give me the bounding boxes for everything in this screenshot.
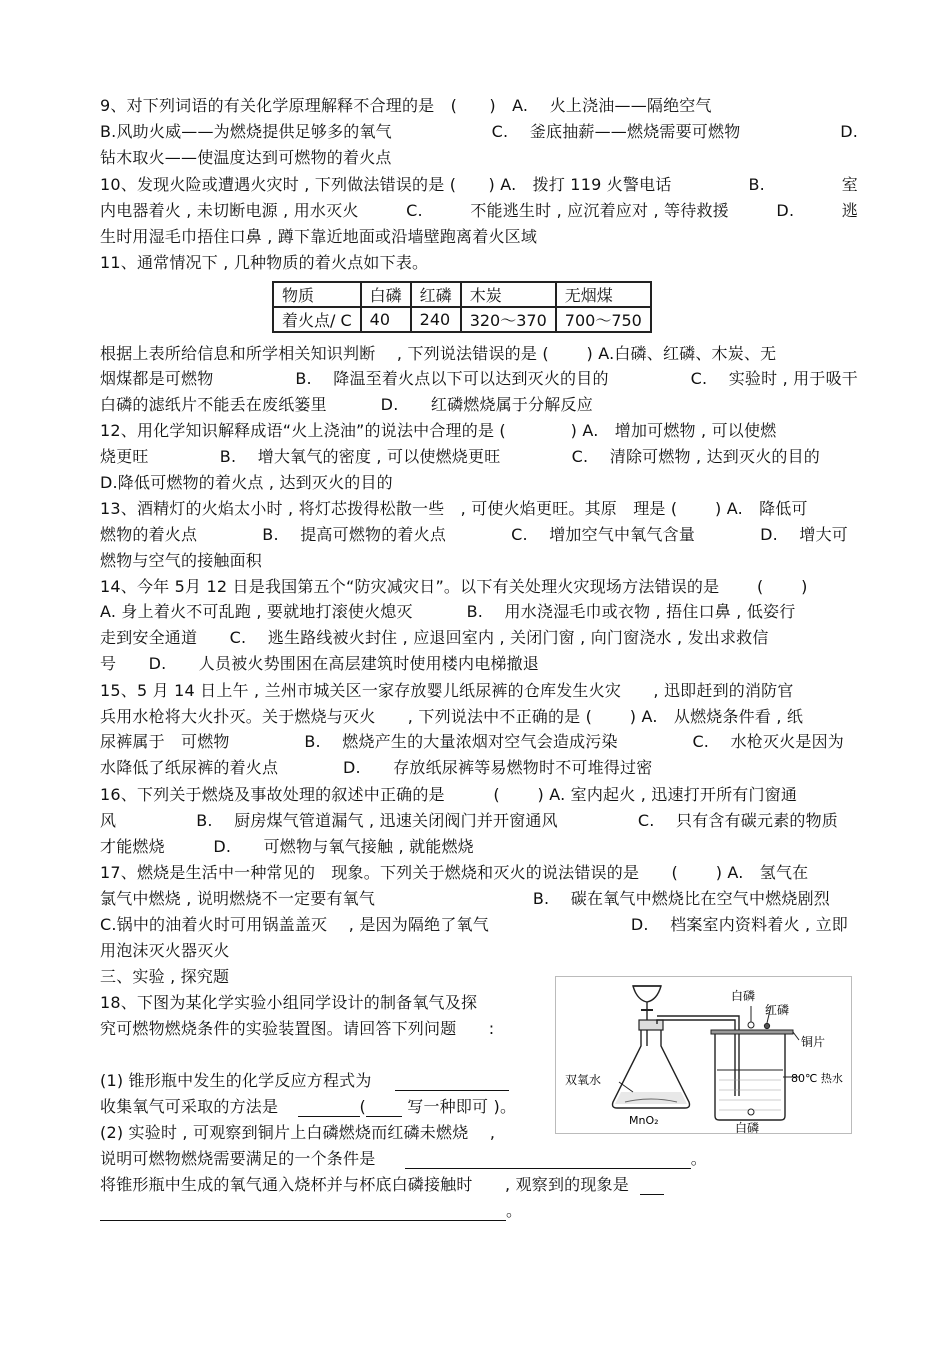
q14-line1: 14、今年 5月 12 日是我国第五个“防灾减灾日”。以下有关处理火灾现场方法错误的是 ( ) xyxy=(100,577,808,596)
table-cell: 红磷 xyxy=(411,282,461,307)
q15-option-b: B. 燃烧产生的大量浓烟对空气会造成污染 xyxy=(304,732,618,751)
q18-part2-line1: (2) 实验时 , 可观察到铜片上白磷燃烧而红磷未燃烧 , xyxy=(100,1123,496,1142)
q12-line3: D.降低可燃物的着火点 , 达到灭火的目的 xyxy=(100,473,393,492)
q9-option-d-label: D. xyxy=(840,122,858,141)
q18-period: 。 xyxy=(506,1201,523,1220)
table-cell: 240 xyxy=(411,307,461,332)
q16-text: 风 xyxy=(100,811,117,830)
q9-line1: 9、对下列词语的有关化学原理解释不合理的是 ( ) A. 火上浇油——隔绝空气 xyxy=(100,96,712,115)
q18-condition-prompt: 说明可燃物燃烧需要满足的一个条件是 xyxy=(100,1149,376,1168)
white-phosphorus-top-icon xyxy=(748,1022,754,1028)
q10-stem: 10、发现火险或遭遇火灾时 , 下列做法错误的是 ( ) A. 拨打 119 火警电话 xyxy=(100,175,672,194)
label-white-phosphorus-bottom: 白磷 xyxy=(735,1121,760,1134)
q10-option-b-label: B. xyxy=(748,175,765,194)
answer-blank-equation[interactable] xyxy=(395,1074,509,1091)
q10-option-c-label: C. xyxy=(406,201,423,220)
q18-line1: 18、下图为某化学实验小组同学设计的制备氧气及探 xyxy=(100,993,478,1012)
q11-line3: 白磷的滤纸片不能丢在废纸篓里 D. 红磷燃烧属于分解反应 xyxy=(100,395,593,414)
q17-line1: 17、燃烧是生活中一种常见的 现象。下列关于燃烧和灭火的说法错误的是 ( ) A. 氢气在 xyxy=(100,863,809,882)
label-white-phosphorus-top: 白磷 xyxy=(731,989,756,1003)
q12-line1: 12、用化学知识解释成语“火上浇油”的说法中合理的是 ( ) A. 增加可燃物 , 可以使燃 xyxy=(100,421,777,440)
q15-line1: 15、5 月 14 日上午 , 兰州市城关区一家存放婴儿纸尿裤的仓库发生火灾 , 迅即赶到的消防官 xyxy=(100,681,794,700)
q14-line4: 号 D. 人员被火势围困在高层建筑时使用楼内电梯撤退 xyxy=(100,654,540,673)
q16-line3: 才能燃烧 D. 可燃物与氧气接触 , 就能燃烧 xyxy=(100,837,474,856)
answer-blank-phenomenon-start[interactable] xyxy=(640,1178,664,1195)
q9-line3: 钻木取火——使温度达到可燃物的着火点 xyxy=(100,148,392,167)
q11-line2 xyxy=(100,369,858,389)
q16-line2 xyxy=(100,811,838,831)
q18-collect-prompt: 收集氧气可采取的方法是 xyxy=(100,1097,279,1116)
q13-line2 xyxy=(100,525,848,545)
q16-option-b: B. 厨房煤气管道漏气 , 迅速关闭阀门并开窗通风 xyxy=(196,811,558,830)
table-row xyxy=(273,282,651,307)
table-cell: 320～370 xyxy=(461,307,556,332)
q11-intro: 11、通常情况下 , 几种物质的着火点如下表。 xyxy=(100,253,429,272)
q13-line3: 燃物与空气的接触面积 xyxy=(100,551,263,570)
q18-part1-prompt: (1) 锥形瓶中发生的化学反应方程式为 xyxy=(100,1071,372,1090)
section-heading: 三、实验 , 探究题 xyxy=(100,967,230,986)
q17-line2 xyxy=(100,889,830,909)
q10-line1 xyxy=(100,175,858,195)
white-phosphorus-bottom-icon xyxy=(748,1109,754,1115)
table-cell: 白磷 xyxy=(361,282,411,307)
q15-line2: 兵用水枪将大火扑灭。关于燃烧与灭火 , 下列说法中不正确的是 ( ) A. 从燃烧条件看 , 纸 xyxy=(100,707,804,726)
q11-option-c: C. 实验时 , 用于吸干 xyxy=(690,369,858,388)
q14-line2: A. 身上着火不可乱跑 , 要就地打滚使火熄灭 B. 用水浇湿毛巾或衣物 , 捂住口鼻 , 低姿行 xyxy=(100,602,796,621)
answer-blank-phenomenon[interactable] xyxy=(100,1204,506,1221)
label-hot-water: 80℃ 热水 xyxy=(791,1072,843,1085)
q17-text: 氯气中燃烧 , 说明燃烧不一定要有氧气 xyxy=(100,889,376,908)
q10-line3: 生时用湿毛巾捂住口鼻 , 蹲下靠近地面或沿墙壁跑离着火区域 xyxy=(100,227,538,246)
q13-line1: 13、酒精灯的火焰太小时 , 将灯芯拨得松散一些 , 可使火焰更旺。其原 理是 ( ) A. 降低可 xyxy=(100,499,808,518)
copper-sheet-icon xyxy=(711,1030,793,1034)
answer-blank-condition[interactable] xyxy=(405,1152,691,1169)
q9-option-c: C. 釜底抽薪——燃烧需要可燃物 xyxy=(491,122,741,141)
table-cell: 无烟煤 xyxy=(556,282,651,307)
ignition-point-table xyxy=(272,281,652,333)
q13-option-d: D. 增大可 xyxy=(760,525,848,544)
q12-text: 烧更旺 xyxy=(100,447,149,466)
q10-option-d-label: D. xyxy=(776,201,795,220)
label-hydrogen-peroxide: 双氧水 xyxy=(565,1073,602,1087)
q10-text: 室 xyxy=(841,175,858,194)
q13-option-c: C. 增加空气中氧气含量 xyxy=(511,525,696,544)
oxygen-combustion-apparatus-figure xyxy=(555,976,852,1134)
q14-line3: 走到安全通道 C. 逃生路线被火封住 , 应退回室内 , 关闭门窗 , 向门窗浇水 , 发出求救信 xyxy=(100,628,769,647)
q18-paren: ( xyxy=(359,1097,366,1116)
q10-text: 不能逃生时 , 应沉着应对 , 等待救援 xyxy=(470,201,729,220)
label-red-phosphorus: 红磷 xyxy=(765,1003,790,1017)
figure-frame xyxy=(556,977,852,1134)
q16-line1: 16、下列关于燃烧及事故处理的叙述中正确的是 ( ) A. 室内起火 , 迅速打开所有门窗通 xyxy=(100,785,798,804)
q9-line2 xyxy=(100,122,858,142)
q17-option-d: D. 档案室内资料着火 , 立即 xyxy=(630,915,848,934)
q17-option-b: B. 碳在氧气中燃烧比在空气中燃烧剧烈 xyxy=(532,889,830,908)
table-cell: 着火点/ C xyxy=(273,307,361,332)
q15-option-c: C. 水枪灭火是因为 xyxy=(692,732,844,751)
q15-text: 尿裤属于 可燃物 xyxy=(100,732,230,751)
red-phosphorus-icon xyxy=(764,1023,769,1028)
answer-blank-collect-method[interactable] xyxy=(298,1100,360,1117)
q15-line3 xyxy=(100,732,844,752)
q11-line1: 根据上表所给信息和所学相关知识判断 , 下列说法错误的是 ( ) A.白磷、红磷、木炭、无 xyxy=(100,344,777,363)
q12-option-b: B. 增大氧气的密度 , 可以使燃烧更旺 xyxy=(219,447,501,466)
table-cell: 木炭 xyxy=(461,282,556,307)
q18-part1-line2 xyxy=(100,1097,516,1117)
table-cell: 物质 xyxy=(273,282,361,307)
q18-period: 。 xyxy=(690,1149,707,1168)
q13-option-b: B. 提高可燃物的着火点 xyxy=(262,525,447,544)
q11-option-b: B. 降温至着火点以下可以达到灭火的目的 xyxy=(295,369,609,388)
answer-blank-collect-method-2[interactable] xyxy=(366,1100,402,1117)
table-cell: 40 xyxy=(361,307,411,332)
q9-option-b: B.风助火威——为燃烧提供足够多的氧气 xyxy=(100,122,392,141)
q15-line4: 水降低了纸尿裤的着火点 D. 存放纸尿裤等易燃物时不可堆得过密 xyxy=(100,758,653,777)
q16-option-c: C. 只有含有碳元素的物质 xyxy=(637,811,838,830)
table-cell: 700～750 xyxy=(556,307,651,332)
q13-text: 燃物的着火点 xyxy=(100,525,198,544)
q18-part1-line1 xyxy=(100,1071,509,1091)
table-row xyxy=(273,307,651,332)
q17-line3 xyxy=(100,915,848,935)
q17-line4: 用泡沫灭火器灭火 xyxy=(100,941,230,960)
stopper-icon xyxy=(639,1020,663,1030)
q11-text: 烟煤都是可燃物 xyxy=(100,369,214,388)
q12-line2 xyxy=(100,447,820,467)
q18-line2: 究可燃物燃烧条件的实验装置图。请回答下列问题 : xyxy=(100,1019,495,1038)
q12-option-c: C. 清除可燃物 , 达到灭火的目的 xyxy=(571,447,820,466)
q17-option-c: C.锅中的油着火时可用锅盖盖灭 , 是因为隔绝了氧气 xyxy=(100,915,489,934)
q10-text: 逃 xyxy=(841,201,858,220)
q18-part2-line4 xyxy=(100,1201,522,1221)
label-copper-sheet: 铜片 xyxy=(801,1035,826,1049)
q10-text: 内电器着火 , 未切断电源 , 用水灭火 xyxy=(100,201,359,220)
q18-phenomenon-prompt: 将锥形瓶中生成的氧气通入烧杯并与杯底白磷接触时 , 观察到的现象是 xyxy=(100,1175,629,1194)
q10-line2 xyxy=(100,201,858,221)
q18-hint: 写一种即可 )。 xyxy=(407,1097,517,1116)
label-mno2: MnO₂ xyxy=(629,1114,659,1127)
q18-part2-line3 xyxy=(100,1175,664,1195)
q18-part2-line2 xyxy=(100,1149,707,1169)
